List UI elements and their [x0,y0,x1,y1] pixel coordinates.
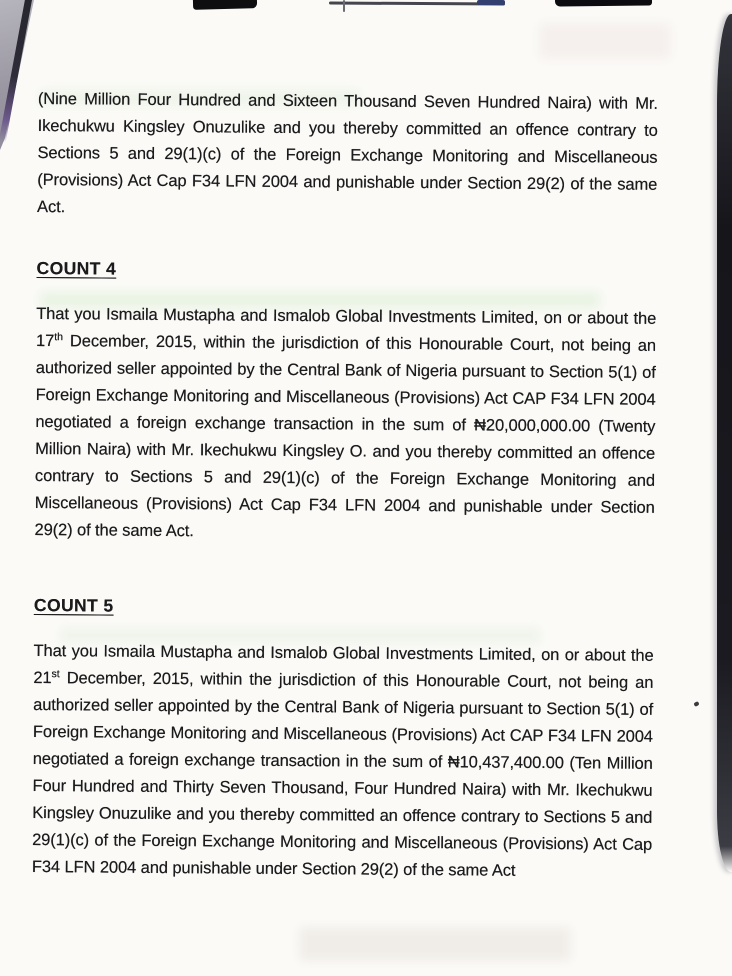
count-5-text-after-date: December, 2015, within the jurisdiction of this Honourable Court, not being an authorized seller appointed by the Central Bank of Nigeria pursuant to Section 5(1) of Foreign Exchange Monitoring and Miscellaneous (Provisions) Act CAP F34 LFN 2004 negotiated a foreign exchange transaction in the sum of ₦10,437,400.00 (Ten Million Four Hundred and Thirty Seven Thousand, Four Hundred Naira) with Mr. Ikechukwu Kingsley Onuzulike and you thereby committed an offence contrary to Sections 5 and 29(1)(c) of the Foreign Exchange Monitoring and Miscellaneous (Provisions) Act Cap F34 LFN 2004 and punishable under Section 29(2) of the same Act [31,669,654,880]
count-5-date-ordinal: st [51,668,60,681]
count-4-paragraph [34,301,656,549]
count-4-heading: COUNT 4 [36,257,117,279]
count-5-text-before-date: That you Ismaila Mustapha and Ismalob Global Investments Limited, on or about the [33,641,654,665]
count-5-heading: COUNT 5 [33,594,114,616]
count-5-paragraph [32,638,654,886]
count-4-date: 17th [35,331,64,351]
count-5-date: 21st [33,668,60,688]
count-4-text-after-date: December, 2015, within the jurisdiction of this Honourable Court, not being an authorized seller appointed by the Central Bank of Nigeria pursuant to Section 5(1) of Foreign Exchange Monitoring and Miscellaneous (Provisions) Act CAP F34 LFN 2004 negotiated a foreign exchange transaction in the sum of ₦20,000,000.00 (Twenty Million Naira) with Mr. Ikechukwu Kingsley O. and you thereby committed an offence contrary to Sections 5 and 29(1)(c) of the Foreign Exchange Monitoring and Miscellaneous (Provisions) Act Cap F34 LFN 2004 and punishable under Section 29(2) of the same Act. [34,332,657,541]
intro-paragraph: (Nine Million Four Hundred and Sixteen Thousand Seven Hundred Naira) with Mr. Ikechukwu Kingsley Onuzulike and you thereby committed an offence contrary to Sections 5 and 29(1)(c) of the Foreign Exchange Monitoring and Miscellaneous (Provisions) Act Cap F34 LFN 2004 and punishable under Section 29(2) of the same Act. [37,89,658,217]
count-4-date-ordinal: th [54,331,64,344]
count-4-text-before-date: That you Ismaila Mustapha and Ismalob Global Investments Limited, on or about the [36,304,657,328]
